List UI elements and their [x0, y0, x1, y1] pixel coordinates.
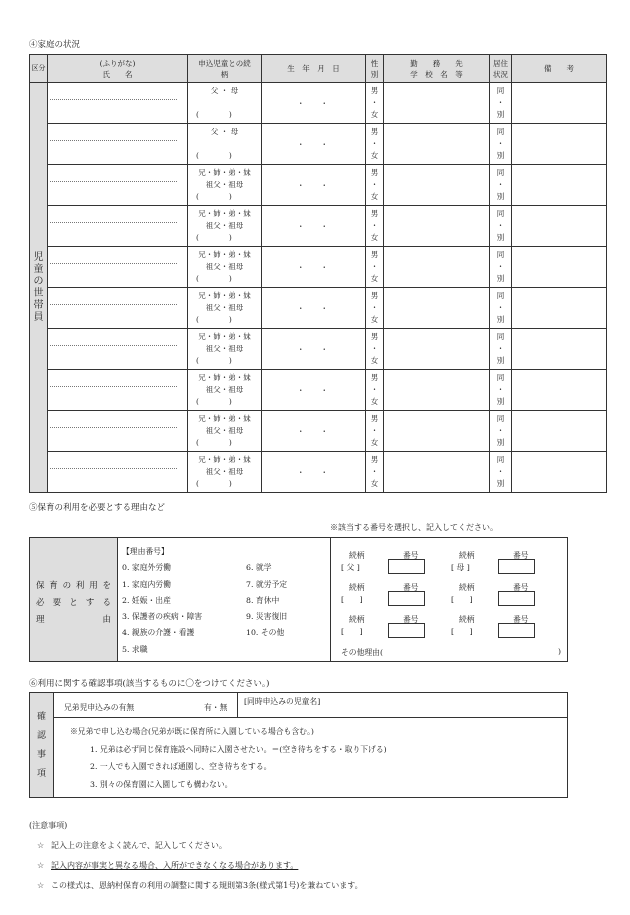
reason-code-item: 10. その他: [246, 628, 285, 638]
star-icon: ☆: [37, 881, 45, 890]
relation-bracket[interactable]: [ 母 ]: [451, 563, 470, 572]
reason-code-item: 9. 災害復旧: [246, 612, 288, 622]
relation-options: 兄・姉・弟・妹: [198, 209, 251, 218]
relation-bracket[interactable]: [ ]: [341, 627, 363, 636]
workplace-cell[interactable]: [384, 83, 490, 124]
header-name: [48, 55, 188, 83]
relation-options: 兄・姉・弟・妹: [198, 373, 251, 382]
selection-pair: [451, 614, 561, 646]
relation-header: 続柄: [349, 551, 365, 560]
residence-option: ・: [496, 139, 505, 148]
residence-option: 同: [496, 209, 505, 218]
header-dob: 生 年 月 日: [262, 55, 366, 83]
residence-cell[interactable]: [490, 288, 512, 329]
reason-code-item: 8. 育休中: [246, 595, 280, 605]
relation-paren: ( ): [196, 479, 232, 488]
reason-label-char: を: [102, 581, 111, 591]
residence-cell[interactable]: [490, 206, 512, 247]
number-input-box[interactable]: [388, 623, 425, 638]
reason-selection-panel: [330, 538, 568, 661]
residence-option: 同: [496, 455, 505, 464]
reason-label-char: 利: [75, 581, 85, 591]
residence-option: 同: [496, 250, 505, 259]
selection-pair: [451, 582, 561, 614]
sex-option: ・: [370, 139, 379, 148]
dob-cell[interactable]: ・・: [262, 83, 366, 124]
selection-pair: [451, 550, 561, 582]
confirm-box: [29, 692, 568, 798]
residence-cell[interactable]: [490, 83, 512, 124]
number-input-box[interactable]: [388, 591, 425, 606]
reason-code-item: 3. 保護者の疾病・障害: [122, 612, 203, 622]
relation-bracket[interactable]: [ ]: [341, 595, 363, 604]
reason-label-char: す: [85, 598, 95, 608]
relation-spacer: [188, 138, 261, 150]
number-input-box[interactable]: [498, 559, 535, 574]
household-row: [30, 247, 607, 288]
remarks-cell[interactable]: [512, 370, 607, 411]
relation-paren: ( ): [196, 356, 232, 365]
selection-row: [341, 614, 561, 646]
confirm-note: ※兄弟で申し込む場合(兄弟が既に保育所に入園している場合も含む。): [70, 727, 314, 736]
number-input-box[interactable]: [498, 623, 535, 638]
residence-option: 別: [496, 315, 505, 324]
residence-option: 同: [496, 291, 505, 300]
other-reason-field[interactable]: [341, 647, 561, 658]
sibling-label: 兄弟児申込みの有無: [64, 703, 135, 712]
relation-options: 祖父・祖母: [205, 467, 244, 476]
residence-option: 別: [496, 274, 505, 283]
kana-line: [50, 345, 177, 346]
remarks-cell[interactable]: [512, 83, 607, 124]
household-row: [30, 370, 607, 411]
name-cell[interactable]: [48, 124, 188, 165]
relation-options: 兄・姉・弟・妹: [198, 250, 251, 259]
kana-line: [50, 304, 177, 305]
number-header: 番号: [403, 583, 419, 592]
selection-pair: [341, 614, 451, 646]
household-row: [30, 165, 607, 206]
residence-cell[interactable]: [490, 411, 512, 452]
relation-header: 続柄: [349, 583, 365, 592]
name-cell[interactable]: [48, 165, 188, 206]
dob-cell[interactable]: ・・: [262, 370, 366, 411]
residence-cell[interactable]: [490, 370, 512, 411]
note-text: 記入内容が事実と異なる場合、入所ができなくなる場合があります。: [51, 861, 299, 870]
sex-option: 女: [370, 356, 379, 365]
sex-option: 女: [370, 233, 379, 242]
note-text: 記入上の注意をよく読んで、記入してください。: [51, 841, 227, 850]
reason-box: [29, 537, 568, 662]
confirm-label-char: 認: [36, 731, 46, 741]
sex-option: 男: [370, 127, 379, 136]
star-icon: ☆: [37, 841, 45, 850]
residence-cell[interactable]: [490, 329, 512, 370]
header-name-kana: (ふりがな): [99, 58, 136, 68]
workplace-cell[interactable]: [384, 329, 490, 370]
sex-option: ・: [370, 344, 379, 353]
dob-cell[interactable]: ・・: [262, 288, 366, 329]
residence-option: 同: [496, 373, 505, 382]
selection-row: [341, 550, 561, 582]
relation-paren: ( ): [196, 233, 232, 242]
relation-bracket[interactable]: [ ]: [451, 595, 473, 604]
kana-line: [50, 99, 177, 100]
relation-options: 父 ・ 母: [210, 127, 239, 136]
confirm-option-2[interactable]: 2. 一人でも入園できれば通園し、空き待ちをする。: [90, 762, 272, 771]
sex-option: 男: [370, 168, 379, 177]
residence-cell[interactable]: [490, 165, 512, 206]
reason-label-char: 由: [102, 615, 111, 625]
reason-code-item: 5. 求職: [122, 644, 148, 654]
dob-cell[interactable]: ・・: [262, 206, 366, 247]
note-item: [29, 836, 363, 856]
relation-options: 祖父・祖母: [205, 180, 244, 189]
dob-cell[interactable]: ・・: [262, 165, 366, 206]
reason-code-list: [122, 544, 332, 658]
kana-line: [50, 468, 177, 469]
household-row: [30, 411, 607, 452]
relation-options: 兄・姉・弟・妹: [198, 332, 251, 341]
relation-paren: ( ): [196, 192, 232, 201]
note-item: [29, 856, 363, 876]
household-row: [30, 452, 607, 493]
reason-code-row: [122, 625, 332, 641]
reason-code-item: 2. 妊娠・出産: [122, 595, 171, 605]
relation-cell[interactable]: [188, 288, 262, 329]
header-category: 区分: [30, 55, 48, 83]
workplace-cell[interactable]: [384, 247, 490, 288]
number-header: 番号: [513, 551, 529, 560]
relation-options: 兄・姉・弟・妹: [198, 455, 251, 464]
sibling-divider: [237, 693, 238, 717]
sex-option: ・: [370, 262, 379, 271]
confirm-label-char: 事: [36, 750, 46, 760]
notes-title: (注意事項): [29, 821, 68, 830]
remarks-cell[interactable]: [512, 411, 607, 452]
dob-cell[interactable]: ・・: [262, 124, 366, 165]
sex-cell[interactable]: [366, 452, 384, 493]
reason-code-item: 1. 家庭内労働: [122, 579, 171, 589]
relation-paren: ( ): [196, 397, 232, 406]
relation-paren: ( ): [196, 274, 232, 283]
reason-label-char: の: [62, 581, 72, 591]
relation-options: 父 ・ 母: [210, 86, 239, 95]
residence-option: 別: [496, 356, 505, 365]
relation-cell[interactable]: [188, 247, 262, 288]
sex-option: ・: [370, 385, 379, 394]
relation-paren: ( ): [196, 110, 232, 119]
relation-header: 続柄: [349, 615, 365, 624]
relation-options: 祖父・祖母: [205, 221, 244, 230]
number-input-box[interactable]: [498, 591, 535, 606]
relation-header: 続柄: [459, 583, 475, 592]
name-cell[interactable]: [48, 288, 188, 329]
name-cell[interactable]: [48, 411, 188, 452]
sex-option: ・: [370, 303, 379, 312]
reason-code-item: 7. 就労予定: [246, 579, 288, 589]
reason-code-row: [122, 642, 332, 658]
name-cell[interactable]: [48, 206, 188, 247]
relation-options: 兄・姉・弟・妹: [198, 414, 251, 423]
household-header-row: [30, 55, 607, 83]
sex-option: 女: [370, 151, 379, 160]
sex-option: ・: [370, 467, 379, 476]
residence-option: 同: [496, 414, 505, 423]
sex-option: 女: [370, 192, 379, 201]
relation-header: 続柄: [459, 615, 475, 624]
selection-pair: [341, 550, 451, 582]
reason-label-char: 用: [89, 581, 98, 591]
note-text: この様式は、恩納村保育の利用の調整に関する規則第3条(様式第1号)を兼ねています。: [51, 881, 363, 890]
reason-label-line: [36, 578, 111, 595]
workplace-cell[interactable]: [384, 165, 490, 206]
residence-option: 別: [496, 151, 505, 160]
reason-label-char: 理: [36, 615, 45, 625]
household-row: [30, 206, 607, 247]
sex-option: ・: [370, 180, 379, 189]
kana-line: [50, 427, 177, 428]
residence-option: 別: [496, 438, 505, 447]
relation-cell[interactable]: [188, 370, 262, 411]
residence-option: 別: [496, 110, 505, 119]
sex-cell[interactable]: [366, 370, 384, 411]
relation-paren: ( ): [196, 438, 232, 447]
reason-label: [30, 538, 118, 661]
confirm-option-3[interactable]: 3. 別々の保育園に入園しても構わない。: [90, 779, 233, 789]
relation-paren: ( ): [196, 315, 232, 324]
residence-option: 別: [496, 397, 505, 406]
reason-label-char: る: [102, 598, 111, 608]
relation-options: 祖父・祖母: [205, 385, 244, 394]
relation-options: 祖父・祖母: [205, 344, 244, 353]
relation-spacer: [188, 97, 261, 109]
dob-cell[interactable]: ・・: [262, 411, 366, 452]
reason-code-row: [122, 577, 332, 593]
residence-option: 同: [496, 332, 505, 341]
header-relation: 申込児童との続柄: [188, 55, 262, 83]
number-header: 番号: [513, 583, 529, 592]
residence-option: 別: [496, 233, 505, 242]
kana-line: [50, 140, 177, 141]
sex-option: 男: [370, 86, 379, 95]
workplace-cell[interactable]: [384, 411, 490, 452]
remarks-cell[interactable]: [512, 288, 607, 329]
reason-label-line: [36, 612, 111, 629]
reason-label-char: 要: [52, 598, 62, 608]
residence-option: 同: [496, 127, 505, 136]
relation-cell[interactable]: [188, 452, 262, 493]
sex-option: ・: [370, 98, 379, 107]
relation-options: 祖父・祖母: [205, 262, 244, 271]
sex-option: 女: [370, 397, 379, 406]
relation-cell[interactable]: [188, 411, 262, 452]
residence-option: ・: [496, 426, 505, 435]
sex-option: 女: [370, 315, 379, 324]
star-icon: ☆: [37, 861, 45, 870]
reason-code-row: [122, 609, 332, 625]
sex-option: ・: [370, 426, 379, 435]
sex-option: 男: [370, 209, 379, 218]
category-label: 児童の世帯員: [33, 251, 44, 323]
relation-options: 兄・姉・弟・妹: [198, 291, 251, 300]
workplace-cell[interactable]: [384, 452, 490, 493]
kana-line: [50, 386, 177, 387]
sibling-name-header: [同時申込みの児童名]: [244, 697, 321, 706]
header-name-main: 氏 名: [102, 69, 133, 79]
residence-option: 別: [496, 192, 505, 201]
reason-label-line: [36, 595, 111, 612]
confirm-section-title: ⑥利用に関する確認事項(該当するものに〇をつけてください。): [29, 679, 270, 689]
kana-line: [50, 222, 177, 223]
selection-row: [341, 582, 561, 614]
reason-label-char: 育: [49, 581, 58, 591]
reason-note: ※該当する番号を選択し、記入してください。: [330, 523, 498, 532]
household-row: [30, 124, 607, 165]
sex-cell[interactable]: [366, 247, 384, 288]
residence-option: 同: [496, 86, 505, 95]
residence-cell[interactable]: [490, 247, 512, 288]
confirm-label: [30, 693, 54, 797]
name-cell[interactable]: [48, 452, 188, 493]
confirm-body: [70, 723, 560, 793]
workplace-cell[interactable]: [384, 370, 490, 411]
other-reason-label: その他理由(: [341, 648, 384, 657]
reason-section-title: ⑤保育の利用を必要とする理由など: [29, 503, 166, 513]
sex-option: 男: [370, 291, 379, 300]
household-row: [30, 288, 607, 329]
relation-cell[interactable]: [188, 83, 262, 124]
reason-code-row: [122, 593, 332, 609]
remarks-cell[interactable]: [512, 206, 607, 247]
residence-option: ・: [496, 303, 505, 312]
sex-option: 男: [370, 414, 379, 423]
remarks-cell[interactable]: [512, 165, 607, 206]
household-table: [29, 54, 607, 493]
dob-cell[interactable]: ・・: [262, 452, 366, 493]
sex-cell[interactable]: [366, 329, 384, 370]
header-residence: 居住状況: [490, 55, 512, 83]
residence-option: ・: [496, 467, 505, 476]
category-cell: [30, 83, 48, 493]
sex-option: 女: [370, 438, 379, 447]
residence-option: 同: [496, 168, 505, 177]
relation-options: 兄・姉・弟・妹: [198, 168, 251, 177]
residence-option: ・: [496, 344, 505, 353]
residence-option: ・: [496, 180, 505, 189]
header-sex: 性別: [366, 55, 384, 83]
household-row: [30, 329, 607, 370]
dob-cell[interactable]: ・・: [262, 247, 366, 288]
residence-cell[interactable]: [490, 452, 512, 493]
sex-option: 男: [370, 250, 379, 259]
residence-option: 別: [496, 479, 505, 488]
relation-cell[interactable]: [188, 165, 262, 206]
confirm-label-char: 項: [36, 769, 46, 779]
relation-options: 祖父・祖母: [205, 303, 244, 312]
dob-cell[interactable]: ・・: [262, 329, 366, 370]
workplace-cell[interactable]: [384, 206, 490, 247]
sex-option: 男: [370, 332, 379, 341]
sex-cell[interactable]: [366, 165, 384, 206]
note-item: [29, 876, 363, 896]
sex-cell[interactable]: [366, 411, 384, 452]
relation-cell[interactable]: [188, 124, 262, 165]
reason-code-item: 4. 親族の介護・看護: [122, 628, 195, 638]
sex-option: 女: [370, 274, 379, 283]
workplace-cell[interactable]: [384, 124, 490, 165]
sex-cell[interactable]: [366, 288, 384, 329]
sex-option: 男: [370, 373, 379, 382]
relation-options: 祖父・祖母: [205, 426, 244, 435]
remarks-cell[interactable]: [512, 329, 607, 370]
sex-option: 男: [370, 455, 379, 464]
relation-paren: ( ): [196, 151, 232, 160]
number-header: 番号: [403, 551, 419, 560]
name-cell[interactable]: [48, 370, 188, 411]
residence-option: ・: [496, 98, 505, 107]
residence-option: ・: [496, 385, 505, 394]
sex-cell[interactable]: [366, 206, 384, 247]
number-header: 番号: [403, 615, 419, 624]
reason-code-item: 0. 家庭外労働: [122, 563, 171, 573]
relation-cell[interactable]: [188, 329, 262, 370]
workplace-cell[interactable]: [384, 288, 490, 329]
household-row: [30, 83, 607, 124]
name-cell[interactable]: [48, 83, 188, 124]
header-remarks: 備 考: [512, 55, 607, 83]
household-section-title: ④家庭の状況: [29, 40, 81, 50]
reason-list-header: 【理由番号】: [122, 547, 169, 556]
reason-label-char: と: [69, 598, 78, 608]
sibling-choice[interactable]: 有・無: [204, 703, 228, 712]
header-workplace: 勤 務 先 学 校 名 等: [384, 55, 490, 83]
relation-cell[interactable]: [188, 206, 262, 247]
sex-cell[interactable]: [366, 83, 384, 124]
confirm-label-char: 確: [36, 712, 46, 722]
reason-code-row: [122, 560, 332, 576]
kana-line: [50, 263, 177, 264]
name-cell[interactable]: [48, 247, 188, 288]
residence-option: ・: [496, 221, 505, 230]
number-input-box[interactable]: [388, 559, 425, 574]
sibling-row: [54, 693, 568, 718]
confirm-option-1[interactable]: 1. 兄弟は必ず同じ保育施設へ同時に入園させたい。＝(空き待ちをする・取り下げる): [90, 744, 387, 754]
other-reason-close: ): [557, 647, 561, 656]
sex-option: ・: [370, 221, 379, 230]
name-cell[interactable]: [48, 329, 188, 370]
relation-bracket[interactable]: [ ]: [451, 627, 473, 636]
residence-option: ・: [496, 262, 505, 271]
kana-line: [50, 181, 177, 182]
remarks-cell[interactable]: [512, 247, 607, 288]
relation-bracket[interactable]: [ 父 ]: [341, 563, 360, 572]
sex-option: 女: [370, 479, 379, 488]
sex-option: 女: [370, 110, 379, 119]
number-header: 番号: [513, 615, 529, 624]
reason-label-char: 必: [36, 598, 45, 608]
selection-pair: [341, 582, 451, 614]
reason-code-item: 6. 就学: [246, 563, 272, 573]
remarks-cell[interactable]: [512, 124, 607, 165]
relation-header: 続柄: [459, 551, 475, 560]
residence-cell[interactable]: [490, 124, 512, 165]
sex-cell[interactable]: [366, 124, 384, 165]
notes: [29, 816, 363, 896]
remarks-cell[interactable]: [512, 452, 607, 493]
reason-label-char: 保: [36, 581, 45, 591]
